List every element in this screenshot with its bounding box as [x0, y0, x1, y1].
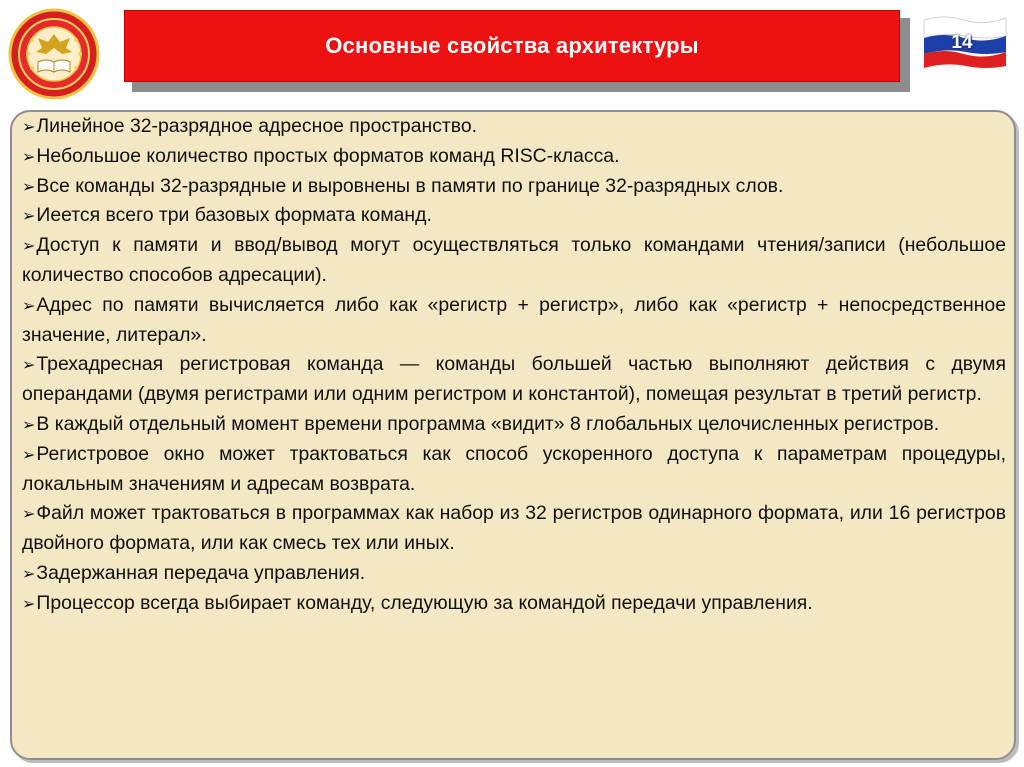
list-item: ➢Задержанная передача управления.	[22, 561, 366, 584]
arrow-bullet-icon: ➢	[22, 236, 36, 256]
list-item: ➢Небольшое количество простых форматов команд RISC-класса.	[22, 144, 620, 167]
page-title: Основные свойства архитектуры	[325, 33, 699, 58]
arrow-bullet-icon: ➢	[22, 295, 36, 315]
list-item: ➢Линейное 32-разрядное адресное пространство.	[22, 115, 478, 137]
military-academy-emblem-icon	[8, 8, 100, 100]
list-item: ➢Процессор всегда выбирает команду, следующую за командой передачи управления.	[22, 591, 813, 614]
arrow-bullet-icon: ➢	[22, 146, 36, 166]
list-item: ➢Файл может трактоваться в программах как набор из 32 регистров одинарного формата, или 16 регистров двойного формата, или как смесь тех или иных.	[22, 502, 1006, 555]
list-item: ➢Иеется всего три базовых формата команд.	[22, 204, 432, 227]
arrow-bullet-icon: ➢	[22, 414, 36, 434]
list-item: ➢Все команды 32-разрядные и выровнены в памяти по границе 32-разрядных слов.	[22, 174, 784, 197]
list-item: ➢Трехадресная регистровая команда — команды большей частью выполняют действия с двумя операндами (двумя регистрами или одним регистром и константой), помещая результат в третий регистр.	[22, 353, 1006, 406]
arrow-bullet-icon: ➢	[22, 563, 36, 583]
arrow-bullet-icon: ➢	[22, 355, 36, 375]
arrow-bullet-icon: ➢	[22, 176, 36, 196]
list-item: ➢Адрес по памяти вычисляется либо как «регистр + регистр», либо как «регистр + непосредственное значение, литерал».	[22, 293, 1006, 346]
arrow-bullet-icon: ➢	[22, 444, 36, 464]
page-number: 14	[951, 32, 973, 53]
bullet-list	[22, 112, 1006, 619]
arrow-bullet-icon: ➢	[22, 593, 36, 613]
list-item: ➢В каждый отдельный момент времени программа «видит» 8 глобальных целочисленных регистров.	[22, 412, 940, 435]
list-item: ➢Регистровое окно может трактоваться как способ ускоренного доступа к параметрам процедуры, локальным значениям и адресам возврата.	[22, 442, 1006, 495]
arrow-bullet-icon: ➢	[22, 206, 36, 226]
title-bar	[124, 10, 900, 82]
list-item: ➢Доступ к памяти и ввод/вывод могут осуществляться только командами чтения/записи (небольшое количество способов адресации).	[22, 234, 1006, 286]
arrow-bullet-icon: ➢	[22, 117, 36, 136]
arrow-bullet-icon: ➢	[22, 504, 36, 524]
